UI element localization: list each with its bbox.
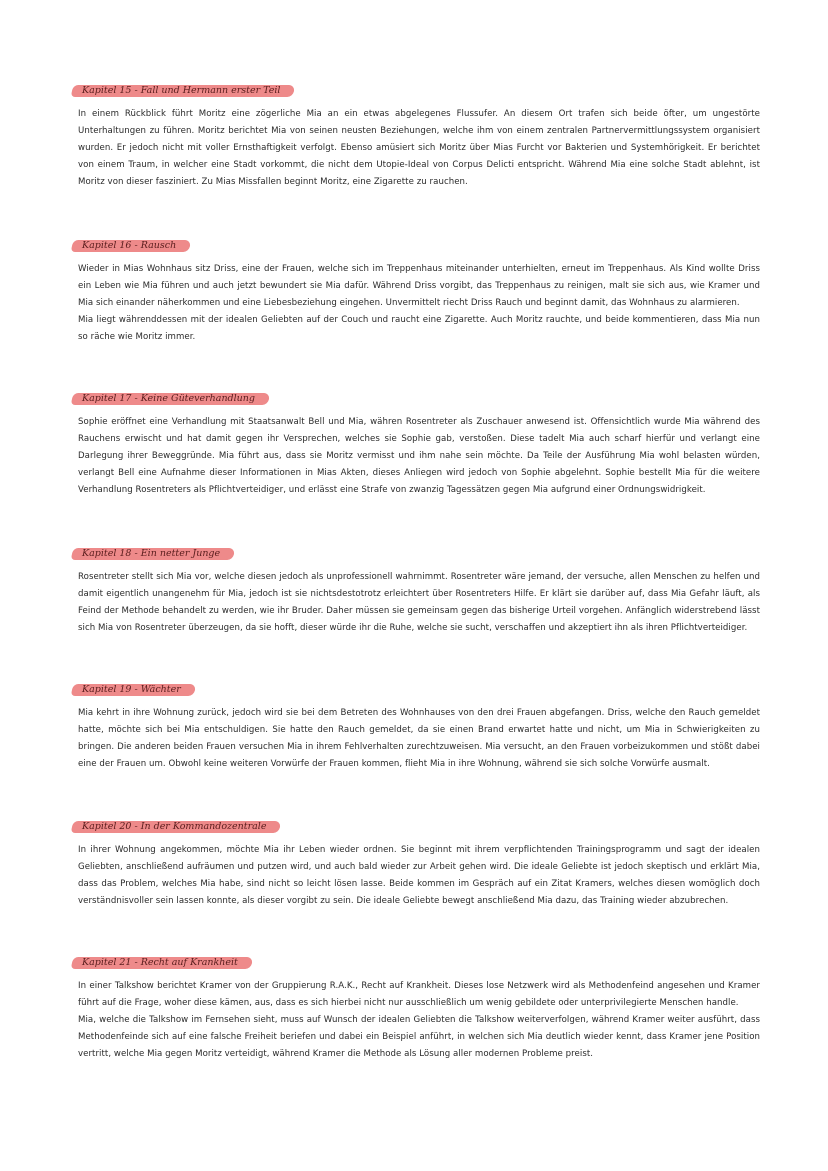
heading-wrap: [70, 677, 760, 695]
chapter-heading: Kapitel 16 - Rausch: [74, 238, 186, 253]
paragraph: Rosentreter stellt sich Mia vor, welche diesen jedoch als unprofessionell wahrnimmt. Rosentreter wäre jemand, der versuche, allen Menschen zu helfen und damit eigentlich unangenehm für Mia, jedoch ist sie nichtsdestotrotz erleichtert über Rosentreters Hilfe. Er klärt sie darüber auf, dass Mia Gefahr läuft, als Feind der Methode behandelt zu werden, wie ihr Bruder. Daher müssen sie gemeinsam gegen das bisherige Urteil vorgehen. Anfänglich widerstrebend lässt sich Mia von Rosentreter überzeugen, da sie hofft, dieser würde ihr die Ruhe, welche sie sucht, verschaffen und akzeptiert ihn als ihren Pflichtverteidiger.: [78, 572, 760, 633]
chapter-19: [70, 677, 760, 773]
chapter-heading: Kapitel 21 - Recht auf Krankheit: [74, 955, 248, 970]
chapter-body: [70, 261, 760, 346]
chapter-18: [70, 541, 760, 637]
paragraph: Mia liegt währenddessen mit der idealen Geliebten auf der Couch und raucht eine Zigarette. Auch Moritz rauchte, und beide kommentieren, dass Mia nun so räche wie Moritz immer.: [78, 315, 760, 342]
chapter-heading: Kapitel 17 - Keine Güteverhandlung: [74, 391, 265, 406]
chapter-21: [70, 950, 760, 1063]
paragraph: In einem Rückblick führt Moritz eine zögerliche Mia an ein etwas abgelegenes Flussufer. An diesem Ort trafen sich beide öfter, um ungestörte Unterhaltungen zu führen. Moritz berichtet Mia von seinen neusten Beziehungen, welche ihm von einem zentralen Partnervermittlungssystem organisiert wurden. Er jedoch nicht mit voller Ernsthaftigkeit verfolgt. Ebenso amüsiert sich Moritz über Mias Furcht vor Bakterien und Systemhörigkeit. Er berichtet von einem Traum, in welcher eine Stadt vorkommt, die nicht dem Utopie-Ideal von Corpus Delicti entspricht. Während Mia eine solche Stadt ablehnt, ist Moritz von dieser fasziniert. Zu Mias Missfallen beginnt Moritz, eine Zigarette zu rauchen.: [78, 109, 760, 187]
chapter-body: [70, 414, 760, 499]
heading-wrap: [70, 233, 760, 251]
chapter-body: [70, 106, 760, 191]
chapter-16: [70, 233, 760, 346]
paragraph: Sophie eröffnet eine Verhandlung mit Staatsanwalt Bell und Mia, währen Rosentreter als Zuschauer anwesend ist. Offensichtlich wurde Mia während des Rauchens erwischt und hat damit gegen ihr Versprechen, welches sie Sophie gab, verstoßen. Diese tadelt Mia auch scharf hierfür und verlangt eine Darlegung ihrer Beweggründe. Mia führt aus, dass sie Moritz vermisst und ihm nahe sein möchte. Da Teile der Ausführung Mia wohl belasten würden, verlangt Bell eine Aufnahme dieser Informationen in Mias Akten, dieses Anliegen wird jedoch von Sophie abgelehnt. Sophie bestellt Mia für die weitere Verhandlung Rosentreters als Pflichtverteidiger, und erlässt eine Strafe von zwanzig Tagessätzen gegen Mia aufgrund einer Ordnungswidrigkeit.: [78, 417, 760, 495]
heading-wrap: [70, 541, 760, 559]
chapter-body: [70, 569, 760, 637]
heading-wrap: [70, 950, 760, 968]
chapter-body: [70, 842, 760, 910]
paragraph: Wieder in Mias Wohnhaus sitz Driss, eine der Frauen, welche sich im Treppenhaus miteinander unterhielten, erneut im Treppenhaus. Als Kind wollte Driss ein Leben wie Mia führen und auch jetzt bewundert sie Mia dafür. Während Driss vorgibt, das Treppenhaus zu reinigen, malt sie sich aus, wie Kramer und Mia sich einander näherkommen und eine Liebesbeziehung eingehen. Unvermittelt riecht Driss Rauch und beginnt damit, das Wohnhaus zu alarmieren.: [78, 264, 760, 308]
heading-wrap: [70, 78, 760, 96]
paragraph: In ihrer Wohnung angekommen, möchte Mia ihr Leben wieder ordnen. Sie beginnt mit ihrem verpflichtenden Trainingsprogramm und sagt der idealen Geliebten, anschließend aufräumen und putzen wird, und auch bald wieder zur Arbeit gehen wird. Die ideale Geliebte ist jedoch skeptisch und erklärt Mia, dass das Problem, welches Mia habe, sind nicht so leicht lösen lasse. Beide kommen im Gespräch auf ein Zitat Kramers, welches diesen womöglich doch verständnisvoller sein lassen konnte, als dieser vorgibt zu sein. Die ideale Geliebte bewegt anschließend Mia dazu, das Training wieder abzubrechen.: [78, 845, 760, 906]
chapter-body: [70, 978, 760, 1063]
chapter-heading: Kapitel 18 - Ein netter Junge: [74, 546, 230, 561]
heading-wrap: [70, 386, 760, 404]
chapter-heading: Kapitel 20 - In der Kommandozentrale: [74, 819, 276, 834]
chapter-heading: Kapitel 19 - Wächter: [74, 682, 191, 697]
chapter-body: [70, 705, 760, 773]
heading-wrap: [70, 814, 760, 832]
chapter-20: [70, 814, 760, 910]
chapter-17: [70, 386, 760, 499]
paragraph: Mia, welche die Talkshow im Fernsehen sieht, muss auf Wunsch der idealen Geliebten die Talkshow weiterverfolgen, während Kramer weiter ausführt, dass Methodenfeinde sich auf eine falsche Freiheit berief​en und dabei ein Beispiel anführt, in welchen sich Mia deutlich wieder kennt, dass Kramer jene Position vertritt, welche Mia gegen Moritz verteidigt, während Kramer die Methode als Lösung aller modernen Probleme preist.: [78, 1015, 760, 1059]
chapter-heading: Kapitel 15 - Fall und Hermann erster Teil: [74, 83, 290, 98]
paragraph: In einer Talkshow berichtet Kramer von der Gruppierung R.A.K., Recht auf Krankheit. Dieses lose Netzwerk wird als Methodenfeind angesehen und Kramer führt auf die Frage, woher diese kämen, aus, dass es sich hierbei nicht nur ausschließlich um wenig gebildete oder unterprivilegierte Menschen handle.: [78, 981, 760, 1008]
paragraph: Mia kehrt in ihre Wohnung zurück, jedoch wird sie bei dem Betreten des Wohnhauses von den drei Frauen abgefangen. Driss, welche den Rauch gemeldet hatte, möchte sich bei Mia entschuldigen. Sie hatte den Rauch gemeldet, da sie einen Brand erwartet hatte und nicht, um Mia in Schwierigkeiten zu bringen. Die anderen beiden Frauen versuchen Mia in ihrem Fehlverhalten zurechtzuweisen. Mia versucht, an den Frauen vorbeizukommen und stößt dabei eine der Frauen um. Obwohl keine weiteren Vorwürfe der Frauen kommen, flieht Mia in ihre Wohnung, während sie sich solche Vorwürfe ausmalt.: [78, 708, 760, 769]
chapter-15: [70, 78, 760, 191]
